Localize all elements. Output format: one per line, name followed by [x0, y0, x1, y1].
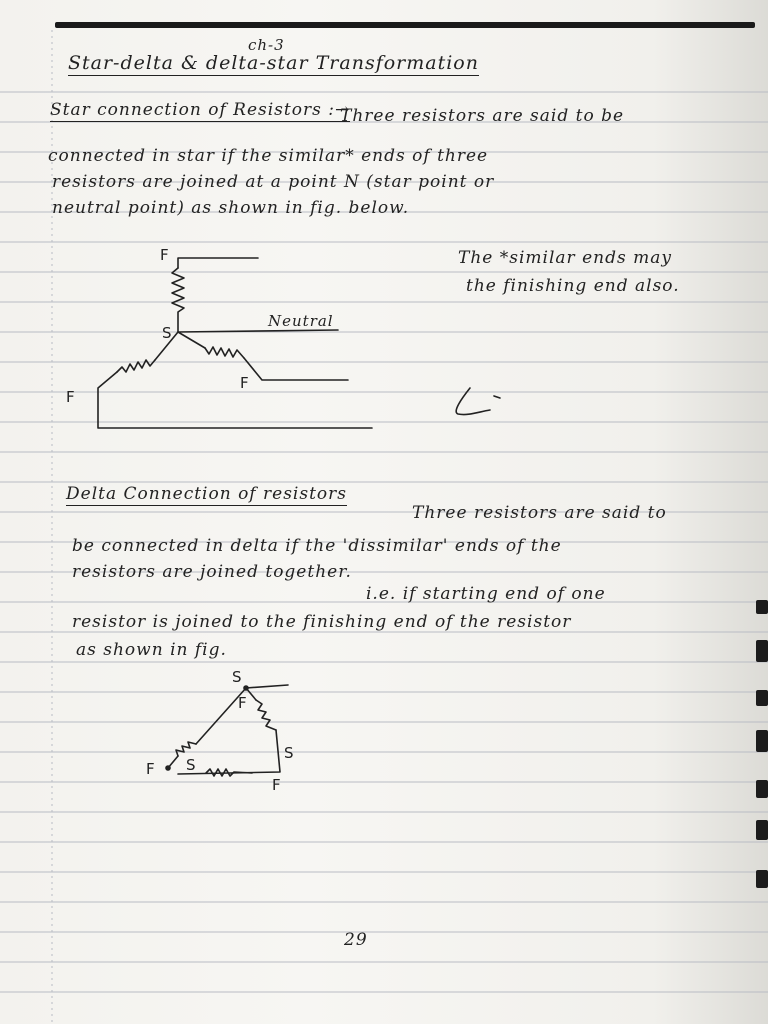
page-number: 29: [344, 930, 368, 950]
page-title: Star-delta & delta-star Transformation: [68, 52, 479, 74]
star-note-line: The *similar ends may: [458, 248, 672, 268]
star-text-line: neutral point) as shown in fig. below.: [52, 198, 410, 218]
delta-text-line: resistor is joined to the finishing end of the resistor: [72, 612, 572, 632]
delta-label-f-left: F: [146, 760, 155, 778]
delta-label-f-bottom: F: [272, 776, 281, 794]
delta-text-line: Three resistors are said to: [412, 503, 667, 523]
star-note-line: the finishing end also.: [466, 276, 680, 296]
star-label-f-right: F: [240, 374, 249, 392]
delta-label-s-right: S: [284, 744, 294, 762]
star-heading: Star connection of Resistors :→: [50, 100, 351, 120]
star-text-line: Three resistors are said to be: [340, 106, 625, 126]
delta-label-s-bottom: S: [186, 756, 196, 774]
star-text-line: connected in star if the similar* ends of three: [48, 146, 489, 166]
star-text-line: resistors are joined at a point N (star point or: [52, 172, 495, 192]
chapter-label: ch-3: [248, 36, 285, 54]
delta-label-f-upper: F: [238, 694, 247, 712]
star-label-s: S: [162, 324, 172, 342]
delta-heading: Delta Connection of resistors: [66, 484, 347, 504]
delta-text-line: be connected in delta if the 'dissimilar' ends of the: [72, 536, 562, 556]
delta-text-line: resistors are joined together.: [72, 562, 352, 582]
delta-label-s-top: S: [232, 668, 242, 686]
star-label-neutral: Neutral: [268, 312, 334, 330]
star-label-f-top: F: [160, 246, 169, 264]
delta-text-line: as shown in fig.: [76, 640, 227, 660]
delta-text-line: i.e. if starting end of one: [366, 584, 606, 604]
star-label-f-left: F: [66, 388, 75, 406]
